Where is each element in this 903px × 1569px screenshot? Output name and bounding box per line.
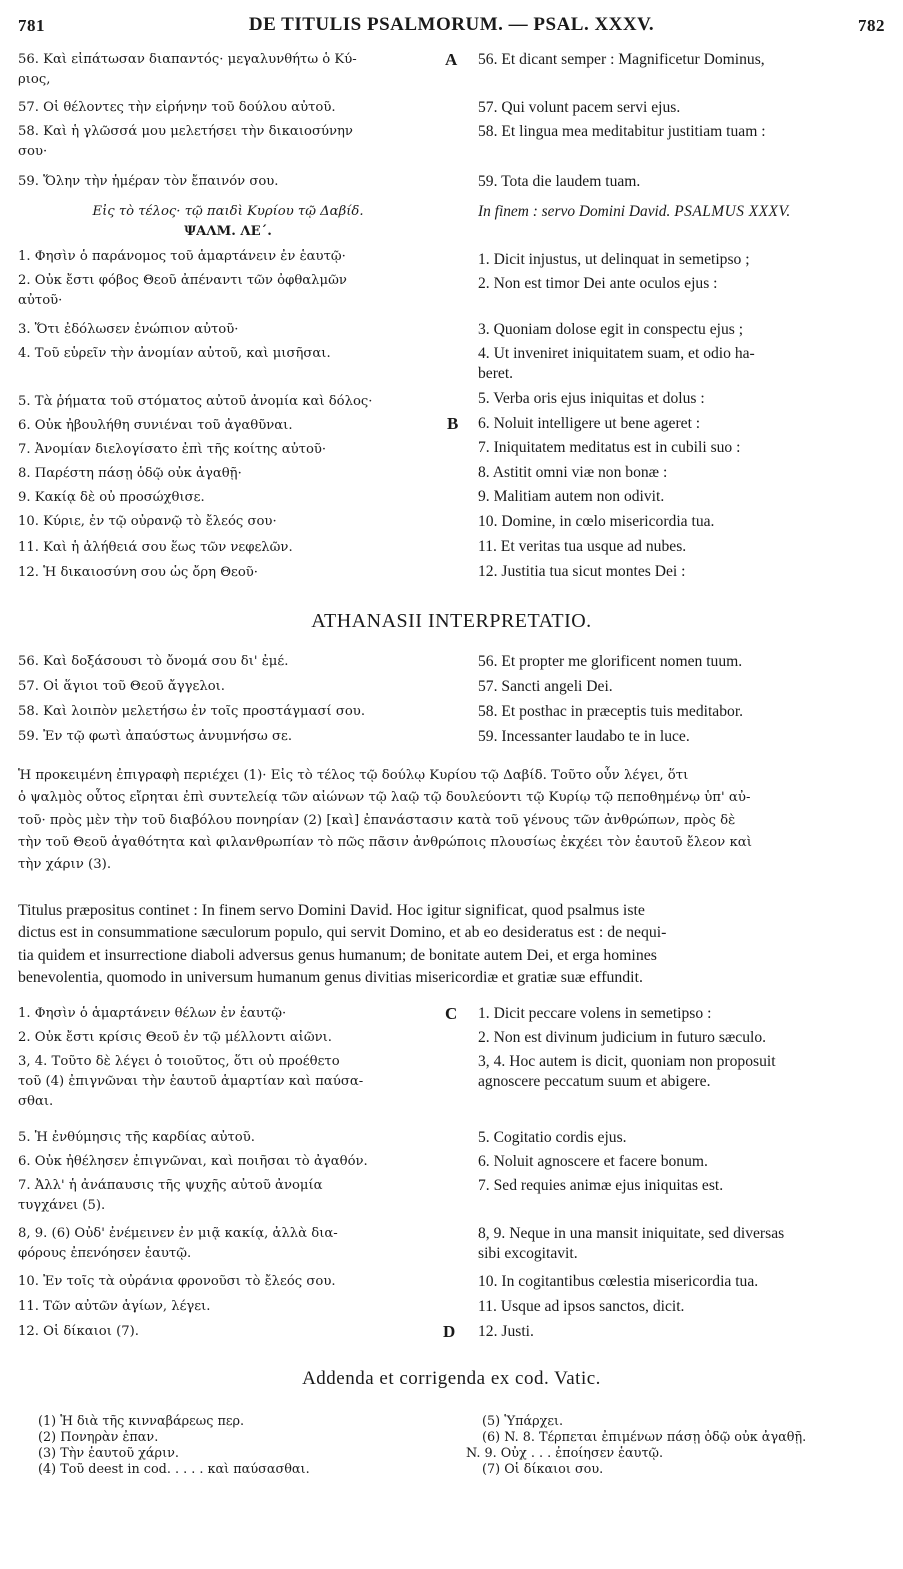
greek-verse: 10. Κύριε, ἐν τῷ οὐρανῷ τὸ ἔλεός σου·	[18, 514, 277, 529]
latin-verse: 59. Tota die laudem tuam.	[478, 173, 641, 190]
greek-verse: 12. Ἡ δικαιοσύνη σου ὡς ὄρη Θεοῦ·	[18, 565, 258, 580]
greek-verse: 8. Παρέστη πάσῃ ὁδῷ οὐκ ἀγαθῇ·	[18, 466, 242, 481]
latin-commentary-paragraph: Titulus præpositus continet : In finem servo Domini David. Hoc igitur significat, quod psalmus iste dictus est in consummatione sæculorum populo, qui servit Domino, et ab eo desideratus est : de nequi- tia quidem et insurrectione diaboli adversus genus humanum; de bonitate autem Dei, et erga homines benevolentia, quomodo in universum humanum genus divitias misericordiæ et gratiæ suæ effundit.	[18, 902, 667, 987]
addenda-note: (2) Πονηρὰν ἐπαν.	[38, 1430, 159, 1445]
addenda-note: (4) Τοῦ deest in cod. . . . . καὶ παύσασθαι.	[38, 1462, 310, 1477]
running-title: DE TITULIS PSALMORUM. — PSAL. XXXV.	[248, 14, 655, 35]
greek-verse: 6. Οὐκ ἠβουλήθη συνιέναι τοῦ ἀγαθῦναι.	[18, 418, 293, 433]
greek-verse: 57. Οἱ θέλοντες τὴν εἰρήνην τοῦ δούλου αὐτοῦ.	[18, 100, 336, 115]
greek-verse: 58. Καὶ ἡ γλῶσσά μου μελετήσει τὴν δικαιοσύνην σου·	[18, 124, 353, 159]
running-header	[18, 12, 885, 42]
latin-verse: 3, 4. Hoc autem is dicit, quoniam non proposuit agnoscere peccatum suum et abigere.	[478, 1053, 776, 1090]
greek-verse: 10. Ἐν τοῖς τὰ οὐράνια φρονοῦσι τὸ ἔλεός σου.	[18, 1274, 336, 1289]
addenda-note: (3) Τὴν ἑαυτοῦ χάριν.	[38, 1446, 179, 1461]
latin-verse: 57. Sancti angeli Dei.	[478, 678, 613, 695]
psalm-title-latin: In finem : servo Domini David. PSALMUS XXXV.	[478, 203, 791, 220]
margin-letter-b: B	[447, 414, 459, 433]
greek-verse: 11. Τῶν αὐτῶν ἁγίων, λέγει.	[18, 1299, 211, 1314]
latin-verse: 58. Et lingua mea meditabitur justitiam tuam :	[478, 123, 766, 140]
greek-verse: 3, 4. Τοῦτο δὲ λέγει ὁ τοιοῦτος, ὅτι οὐ προέθετο τοῦ (4) ἐπιγνῶναι τὴν ἑαυτοῦ ἁμαρτίαν καὶ παύσα- σθαι.	[18, 1054, 364, 1109]
addenda-note: N. 9. Οὐχ . . . ἐποίησεν ἑαυτῷ.	[466, 1446, 664, 1461]
latin-verse: 10. Domine, in cœlo misericordia tua.	[478, 513, 715, 530]
greek-verse: 4. Τοῦ εὑρεῖν τὴν ἀνομίαν αὐτοῦ, καὶ μισῆσαι.	[18, 346, 331, 361]
latin-verse: 2. Non est divinum judicium in futuro sæculo.	[478, 1029, 767, 1046]
greek-verse: 7. Ἀλλ' ἡ ἀνάπαυσις τῆς ψυχῆς αὐτοῦ ἀνομία τυγχάνει (5).	[18, 1178, 323, 1213]
addenda-note: (5) Ὑπάρχει.	[482, 1414, 564, 1429]
greek-verse: 3. Ὅτι ἐδόλωσεν ἐνώπιον αὐτοῦ·	[18, 322, 239, 337]
addenda-note: (1) Ἡ διὰ τῆς κινναβάρεως περ.	[38, 1414, 245, 1429]
addenda-left-column	[38, 1414, 458, 1478]
page-number-left: 781	[18, 16, 45, 35]
latin-verse: 1. Dicit injustus, ut delinquat in semetipso ;	[478, 251, 750, 268]
greek-verse: 59. Ὅλην τὴν ἡμέραν τὸν ἔπαινόν σου.	[18, 174, 279, 189]
latin-verse: 7. Sed requies animæ ejus iniquitas est.	[478, 1177, 724, 1194]
greek-verse: 6. Οὐκ ἠθέλησεν ἐπιγνῶναι, καὶ ποιῆσαι τὸ ἀγαθόν.	[18, 1154, 368, 1169]
latin-verse: 9. Malitiam autem non odivit.	[478, 488, 665, 505]
latin-verse: 57. Qui volunt pacem servi ejus.	[478, 99, 681, 116]
addenda-heading: Addenda et corrigenda ex cod. Vatic.	[302, 1368, 601, 1389]
latin-verse: 4. Ut inveniret iniquitatem suam, et odio ha- beret.	[478, 345, 755, 382]
latin-verse: 56. Et dicant semper : Magnificetur Dominus,	[478, 51, 765, 68]
latin-verse: 56. Et propter me glorificent nomen tuum.	[478, 653, 743, 670]
greek-verse: 59. Ἐν τῷ φωτὶ ἀπαύστως ἀνυμνήσω σε.	[18, 729, 293, 744]
margin-letter-a: A	[445, 50, 458, 69]
latin-verse: 8, 9. Neque in una mansit iniquitate, sed diversas sibi excogitavit.	[478, 1225, 785, 1262]
latin-verse: 7. Iniquitatem meditatus est in cubili suo :	[478, 439, 741, 456]
latin-verse: 5. Cogitatio cordis ejus.	[478, 1129, 627, 1146]
greek-verse: 5. Ἡ ἐνθύμησις τῆς καρδίας αὐτοῦ.	[18, 1130, 255, 1145]
addenda-note: (6) N. 8. Τέρπεται ἐπιμένων πάσῃ ὁδῷ οὐκ ἀγαθῇ.	[482, 1430, 807, 1445]
margin-letter-c: C	[445, 1004, 458, 1023]
latin-verse: 3. Quoniam dolose egit in conspectu ejus ;	[478, 321, 744, 338]
greek-commentary-paragraph: Ἡ προκειμένη ἐπιγραφὴ περιέχει (1)· Εἰς τὸ τέλος τῷ δούλῳ Κυρίου τῷ Δαβίδ. Τοῦτο οὖν λέγει, ὅτι ὁ ψαλμὸς οὗτος εἴρηται ἐπὶ συντελείᾳ τῶν αἰώνων τῷ λαῷ τῷ δουλεύοντι τῷ Κυρίῳ τῷ πεποθημένῳ ὑπ' αὐ- τοῦ· πρὸς μὲν τὴν τοῦ διαβόλου πονηρίαν (2) [καὶ] ἐπανάστασιν κατὰ τοῦ γένους τῶν ἀνθρώπων, πρὸς δὲ τὴν τοῦ Θεοῦ ἀγαθότητα καὶ φιλανθρωπίαν τὸ πῶς πᾶσιν ἀνθρώποις πλουσίως ἐκχέει τὸν ἑαυτοῦ ἔλεον καὶ τὴν χάριν (3).	[18, 768, 752, 873]
latin-verse: 12. Justi.	[478, 1323, 534, 1340]
greek-verse: 11. Καὶ ἡ ἀλήθειά σου ἕως τῶν νεφελῶν.	[18, 540, 293, 555]
greek-verse: 7. Ἀνομίαν διελογίσατο ἐπὶ τῆς κοίτης αὐτοῦ·	[18, 442, 327, 457]
greek-verse: 56. Καὶ δοξάσουσι τὸ ὄνομά σου δι' ἐμέ.	[18, 654, 289, 669]
addenda-note: (7) Οἱ δίκαιοι σου.	[482, 1462, 604, 1477]
greek-verse: 56. Καὶ εἰπάτωσαν διαπαντός· μεγαλυνθήτω ὁ Κύ- ριος,	[18, 52, 357, 87]
margin-letter-d: D	[443, 1322, 456, 1341]
greek-verse: 57. Οἱ ἅγιοι τοῦ Θεοῦ ἄγγελοι.	[18, 679, 225, 694]
greek-verse: 5. Τὰ ῥήματα τοῦ στόματος αὐτοῦ ἀνομία καὶ δόλος·	[18, 394, 373, 409]
latin-verse: 10. In cogitantibus cœlestia misericordia tua.	[478, 1273, 759, 1290]
latin-verse: 1. Dicit peccare volens in semetipso :	[478, 1005, 712, 1022]
latin-verse: 5. Verba oris ejus iniquitas et dolus :	[478, 390, 705, 407]
greek-verse: 2. Οὐκ ἔστι φόβος Θεοῦ ἀπέναντι τῶν ὀφθαλμῶν αὐτοῦ·	[18, 273, 347, 308]
latin-verse: 8. Astitit omni viæ non bonæ :	[478, 464, 668, 481]
page-number-right: 782	[858, 16, 885, 35]
greek-verse: 1. Φησὶν ὁ παράνομος τοῦ ἁμαρτάνειν ἐν ἑαυτῷ·	[18, 249, 346, 264]
latin-verse: 11. Usque ad ipsos sanctos, dicit.	[478, 1298, 685, 1315]
latin-verse: 59. Incessanter laudabo te in luce.	[478, 728, 690, 745]
latin-verse: 6. Noluit agnoscere et facere bonum.	[478, 1153, 708, 1170]
greek-verse: 2. Οὐκ ἔστι κρίσις Θεοῦ ἐν τῷ μέλλοντι αἰῶνι.	[18, 1030, 332, 1045]
psalm-title-greek: Εἰς τὸ τέλος· τῷ παιδὶ Κυρίου τῷ Δαβίδ. ΨΑΛΜ. ΛΕ΄.	[92, 204, 364, 239]
section-heading-athanasius: ATHANASII INTERPRETATIO.	[311, 610, 592, 632]
latin-verse: 6. Noluit intelligere ut bene ageret :	[478, 415, 701, 432]
greek-verse: 8, 9. (6) Οὐδ' ἐνέμεινεν ἐν μιᾷ κακίᾳ, ἀλλὰ δια- φόρους ἐπενόησεν ἑαυτῷ.	[18, 1226, 338, 1261]
latin-verse: 12. Justitia tua sicut montes Dei :	[478, 563, 686, 580]
addenda-right-column	[466, 1414, 880, 1478]
latin-verse: 58. Et posthac in præceptis tuis meditabor.	[478, 703, 744, 720]
latin-verse: 11. Et veritas tua usque ad nubes.	[478, 538, 687, 555]
greek-verse: 12. Οἱ δίκαιοι (7).	[18, 1324, 139, 1339]
latin-verse: 2. Non est timor Dei ante oculos ejus :	[478, 275, 718, 292]
greek-verse: 9. Κακίᾳ δὲ οὐ προσώχθισε.	[18, 490, 205, 505]
greek-verse: 1. Φησὶν ὁ ἁμαρτάνειν θέλων ἐν ἑαυτῷ·	[18, 1006, 287, 1021]
greek-verse: 58. Καὶ λοιπὸν μελετήσω ἐν τοῖς προστάγμασί σου.	[18, 704, 366, 719]
